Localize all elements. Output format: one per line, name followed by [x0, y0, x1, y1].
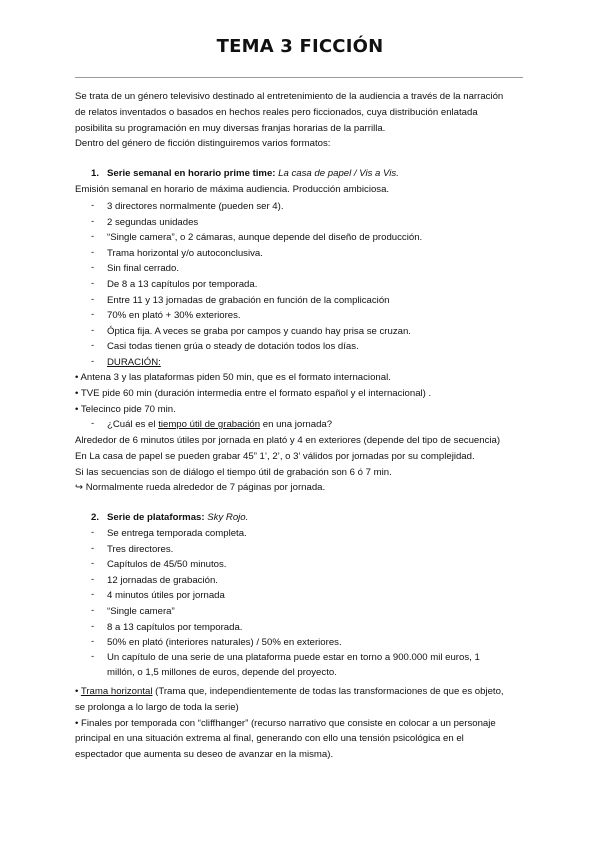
list-item: 12 jornadas de grabación.: [107, 574, 218, 586]
list-dash: -: [91, 558, 95, 570]
list-dash: -: [91, 231, 95, 243]
section1-heading-text: Serie semanal en horario prime time:: [107, 168, 276, 179]
list-dash: -: [91, 573, 95, 585]
list-item: 3 directores normalmente (pueden ser 4).: [107, 201, 284, 212]
duracion-label: DURACIÓN:: [107, 357, 161, 368]
list-dash: -: [91, 636, 95, 648]
finales-line: • Finales por temporada con “cliffhanger” (recurso narrativo que consiste en colocar a un personaje: [75, 718, 496, 729]
list-item: 8 a 13 capítulos por temporada.: [107, 621, 243, 633]
list-dash: -: [91, 651, 95, 662]
list-dash: -: [91, 620, 95, 632]
duracion-note: • TVE pide 60 min (duración intermedia entre el formato español y el internacional) .: [75, 388, 432, 399]
section1-number: 1.: [91, 168, 100, 179]
cost-line: millón, o 1,5 millones de euros, depende del proyecto.: [107, 667, 337, 678]
list-dash: -: [91, 542, 95, 554]
section2-heading-text: Serie de plataformas:: [107, 512, 205, 523]
trama-line: [75, 685, 504, 698]
list-item: 2 segundas unidades: [107, 216, 199, 228]
section2-number: 2.: [91, 512, 100, 523]
intro-line: posibilita su programación en muy diversas franjas horarias de la parrilla.: [75, 123, 386, 134]
duracion-note: • Antena 3 y las plataformas piden 50 min, que es el formato internacional.: [75, 372, 391, 383]
answer-line: ↪ Normalmente rueda alrededor de 7 páginas por jornada.: [75, 482, 326, 493]
list-item: De 8 a 13 capítulos por temporada.: [107, 279, 258, 290]
list-item: Casi todas tienen grúa o steady de dotación todos los días.: [107, 341, 359, 353]
list-dash: -: [91, 278, 95, 289]
list-item: 50% en plató (interiores naturales) / 50% en exteriores.: [107, 637, 342, 649]
intro-line: Se trata de un género televisivo destinado al entretenimiento de la audiencia a través de la narración: [75, 91, 504, 102]
list-dash: -: [91, 262, 95, 274]
list-item: “Single camera”: [107, 606, 175, 617]
finales-line: principal en una situación extrema al final, generando con ello una tensión psicológica en el: [75, 733, 464, 744]
list-dash: -: [91, 309, 95, 321]
list-dash: -: [91, 356, 95, 367]
intro-line: Dentro del género de ficción distinguiremos varios formatos:: [75, 138, 331, 149]
section2-example: Sky Rojo.: [204, 512, 249, 523]
list-item: Se entrega temporada completa.: [107, 528, 247, 539]
question-post: en una jornada?: [260, 419, 333, 430]
question-underlined: tiempo útil de grabación: [158, 419, 261, 430]
duracion-note: • Telecinco pide 70 min.: [75, 404, 176, 415]
list-dash: -: [91, 340, 95, 352]
intro-line: de relatos inventados o basados en hechos reales pero ficcionados, cuya distribución enlatada: [75, 107, 478, 118]
answer-line: En La casa de papel se pueden grabar 45” 1’, 2’, o 3’ válidos por jornadas por su complejidad.: [75, 451, 475, 462]
answer-line: Alrededor de 6 minutos útiles por jornada en plató y 4 en exteriores (depende del tipo de secuencia): [75, 435, 501, 446]
list-item: 70% en plató + 30% exteriores.: [107, 310, 241, 322]
list-item: “Single camera”, o 2 cámaras, aunque depende del diseño de producción.: [107, 232, 423, 244]
question-line: [107, 418, 332, 431]
answer-line: Si las secuencias son de diálogo el tiempo útil de grabación son 6 ó 7 min.: [75, 467, 392, 478]
section1-intro: Emisión semanal en horario de máxima audiencia. Producción ambiciosa.: [75, 184, 390, 195]
list-dash: -: [91, 246, 95, 258]
list-item: Óptica fija. A veces se graba por campos y cuando hay prisa se cruzan.: [107, 325, 411, 337]
list-item: Sin final cerrado.: [107, 263, 179, 275]
list-dash: -: [91, 605, 95, 616]
question-pre: ¿Cuál es el: [107, 419, 159, 430]
list-dash: -: [91, 215, 95, 227]
list-dash: -: [91, 324, 95, 336]
finales-line: espectador que aumenta su deseo de avanzar en la misma).: [75, 749, 334, 760]
list-dash: -: [91, 293, 95, 305]
list-item: Capítulos de 45/50 minutos.: [107, 559, 227, 571]
cost-line: Un capítulo de una serie de una plataforma puede estar en torno a 900.000 mil euros, 1: [107, 652, 480, 663]
section1-example: La casa de papel / Vis a Vis.: [275, 168, 399, 179]
page-title: TEMA 3 FICCIÓN: [216, 36, 384, 57]
list-item: Trama horizontal y/o autoconclusiva.: [107, 247, 263, 259]
list-dash: -: [91, 418, 95, 429]
list-item: 4 minutos útiles por jornada: [107, 590, 225, 602]
trama-line: se prolonga a lo largo de toda la serie): [75, 702, 239, 713]
trama-text: (Trama que, independientemente de todas las transformaciones de que es objeto,: [152, 686, 504, 697]
list-dash: -: [91, 527, 95, 538]
trama-label: Trama horizontal: [80, 686, 153, 697]
list-dash: -: [91, 589, 95, 601]
trama-bullet: •: [75, 686, 81, 697]
title-divider: [75, 77, 523, 78]
list-item: Tres directores.: [107, 543, 174, 555]
list-item: Entre 11 y 13 jornadas de grabación en función de la complicación: [107, 294, 390, 306]
section2-heading: [107, 511, 248, 524]
list-dash: -: [91, 200, 95, 211]
section1-heading: [107, 167, 399, 180]
